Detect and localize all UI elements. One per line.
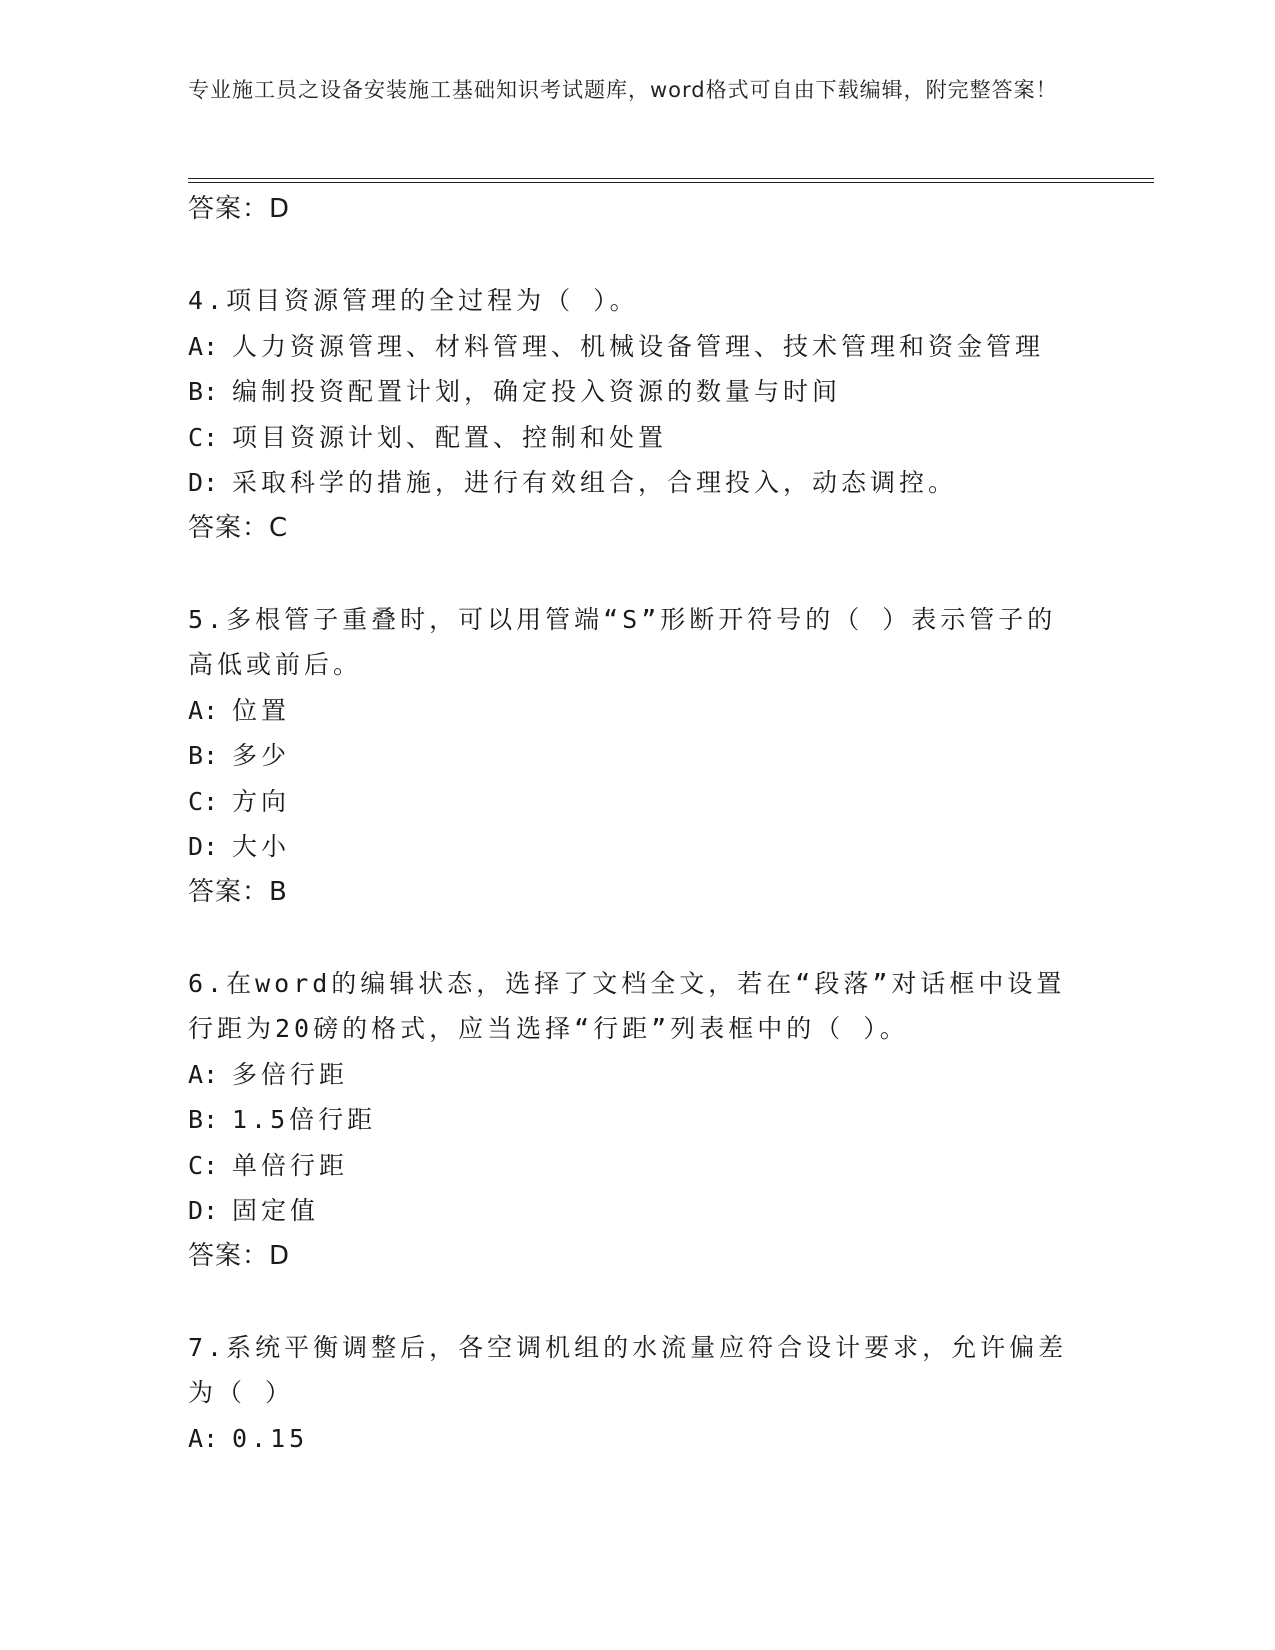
option-text: 人力资源管理、材料管理、机械设备管理、技术管理和资金管理 bbox=[232, 331, 1045, 361]
spacer bbox=[188, 1279, 1088, 1325]
option-label: C: bbox=[188, 786, 219, 816]
spacer bbox=[188, 551, 1088, 597]
question-list bbox=[188, 187, 1088, 1461]
question-block bbox=[188, 597, 1088, 916]
answer-line bbox=[188, 187, 1088, 233]
option-text: 多倍行距 bbox=[232, 1059, 349, 1089]
answer-line bbox=[188, 870, 1088, 916]
option-text: 方向 bbox=[232, 786, 291, 816]
option-d bbox=[188, 1188, 1088, 1234]
question-text-continued: 行距为20磅的格式，应当选择“行距”列表框中的（ ）。 bbox=[188, 1014, 909, 1043]
question-block bbox=[188, 1325, 1088, 1462]
option-b bbox=[188, 733, 1088, 779]
option-c bbox=[188, 779, 1088, 825]
option-label: B: bbox=[188, 1105, 219, 1134]
option-text: 大小 bbox=[232, 832, 291, 861]
answer-prefix: 答案： bbox=[188, 876, 270, 907]
option-label: A: bbox=[188, 695, 219, 725]
answer-value: C bbox=[269, 512, 289, 543]
document-header: 专业施工员之设备安装施工基础知识考试题库，word格式可自由下载编辑，附完整答案！ bbox=[188, 78, 1058, 102]
spacer bbox=[188, 915, 1088, 961]
question-text: 5.多根管子重叠时，可以用管端“S”形断开符号的（ ）表示管子的 bbox=[188, 604, 1057, 634]
option-a bbox=[188, 1416, 1088, 1462]
question-text: 7.系统平衡调整后，各空调机组的水流量应符合设计要求，允许偏差 bbox=[188, 1332, 1068, 1362]
header-rule-top bbox=[188, 178, 1154, 179]
option-label: C: bbox=[188, 422, 219, 452]
question-text: 4.项目资源管理的全过程为（ ）。 bbox=[188, 286, 639, 315]
option-label: A: bbox=[188, 331, 219, 361]
answer-prefix: 答案： bbox=[188, 194, 270, 224]
spacer bbox=[188, 233, 1088, 279]
option-text: 项目资源计划、配置、控制和处置 bbox=[232, 422, 668, 452]
option-text: 位置 bbox=[232, 695, 291, 725]
option-text: 单倍行距 bbox=[232, 1150, 349, 1180]
option-text: 采取科学的措施，进行有效组合，合理投入，动态调控。 bbox=[232, 468, 958, 497]
question-text-continued: 高低或前后。 bbox=[188, 650, 363, 679]
option-a bbox=[188, 1052, 1088, 1098]
option-label: B: bbox=[188, 377, 219, 406]
option-label: D: bbox=[188, 468, 219, 497]
option-d bbox=[188, 460, 1088, 506]
option-c bbox=[188, 415, 1088, 461]
option-label: C: bbox=[188, 1150, 219, 1180]
answer-prefix: 答案： bbox=[188, 1240, 270, 1271]
option-a bbox=[188, 324, 1088, 370]
answer-line bbox=[188, 1234, 1088, 1280]
option-text: 多少 bbox=[232, 741, 291, 770]
question-block bbox=[188, 278, 1088, 551]
question-text-continued: 为（ ） bbox=[188, 1378, 295, 1407]
answer-prefix: 答案： bbox=[188, 512, 270, 543]
option-label: D: bbox=[188, 1196, 219, 1225]
option-label: A: bbox=[188, 1059, 219, 1089]
option-label: D: bbox=[188, 832, 219, 861]
option-a bbox=[188, 688, 1088, 734]
question-block bbox=[188, 961, 1088, 1280]
option-text: 1.5倍行距 bbox=[232, 1105, 377, 1134]
option-b bbox=[188, 369, 1088, 415]
answer-value: B bbox=[269, 876, 288, 907]
option-c bbox=[188, 1143, 1088, 1189]
option-label: B: bbox=[188, 741, 219, 770]
option-b bbox=[188, 1097, 1088, 1143]
option-text: 编制投资配置计划，确定投入资源的数量与时间 bbox=[232, 377, 842, 406]
option-text: 0.15 bbox=[232, 1423, 309, 1453]
answer-line bbox=[188, 506, 1088, 552]
option-label: A: bbox=[188, 1423, 219, 1453]
question-text: 6.在word的编辑状态，选择了文档全文，若在“段落”对话框中设置 bbox=[188, 968, 1066, 998]
option-text: 固定值 bbox=[232, 1196, 320, 1225]
answer-value: D bbox=[269, 1240, 291, 1271]
answer-value: D bbox=[269, 194, 291, 224]
header-rule-bottom bbox=[188, 182, 1154, 183]
option-d bbox=[188, 824, 1088, 870]
